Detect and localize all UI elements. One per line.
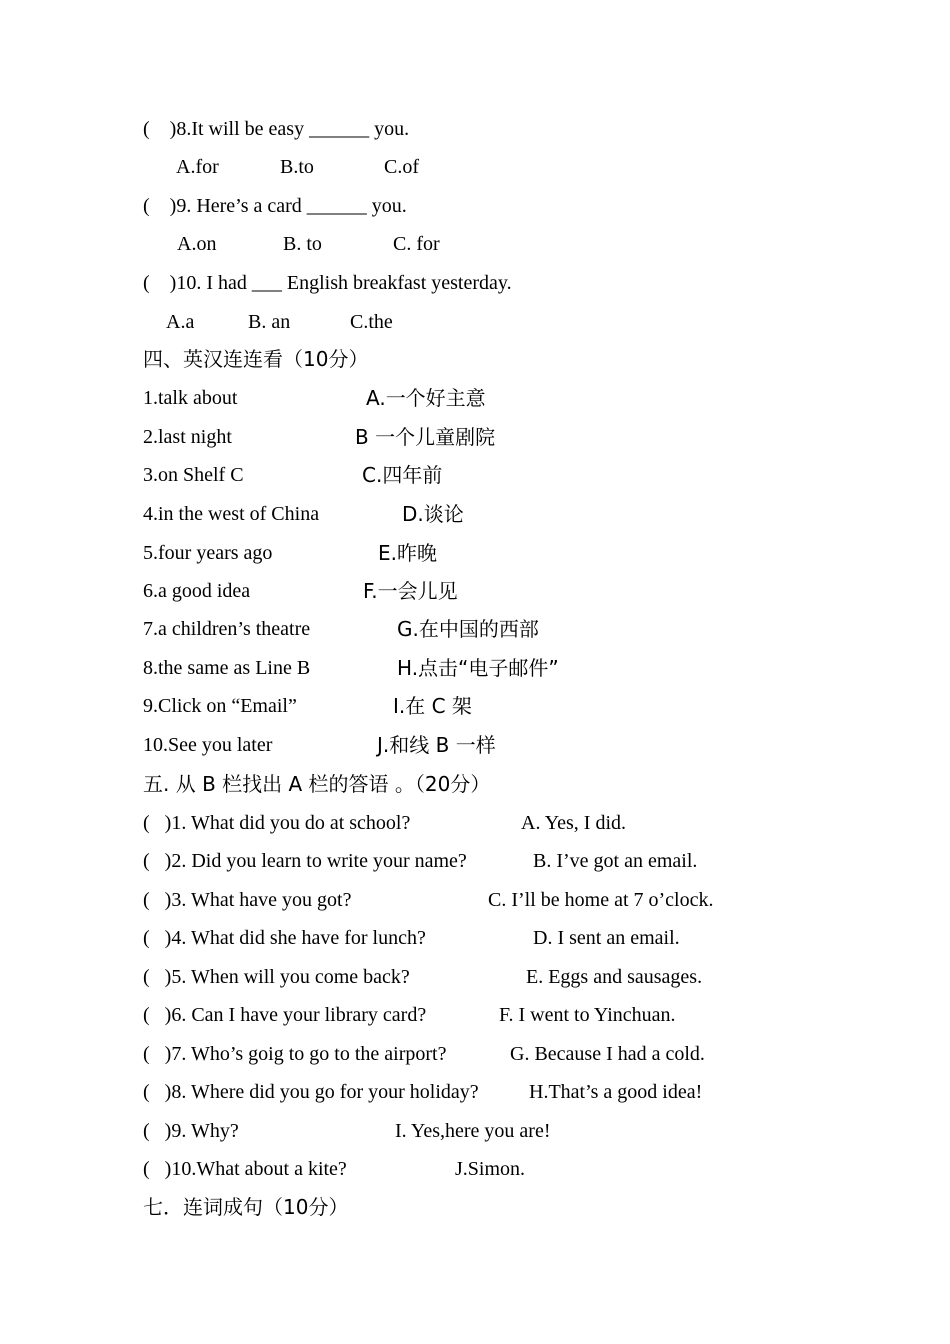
chinese-phrase: E.昨晚 bbox=[378, 541, 437, 565]
answer-option: B. to bbox=[283, 233, 322, 255]
question-text: ( )1. What did you do at school? bbox=[143, 812, 411, 834]
english-phrase: 10.See you later bbox=[143, 734, 273, 756]
answer-text: C. I’ll be home at 7 o’clock. bbox=[488, 889, 714, 911]
chinese-phrase: D.谈论 bbox=[402, 502, 464, 526]
answer-text: H.That’s a good idea! bbox=[529, 1081, 703, 1103]
english-phrase: 2.last night bbox=[143, 426, 232, 448]
english-phrase: 8.the same as Line B bbox=[143, 657, 311, 679]
answer-option: C.of bbox=[384, 156, 419, 178]
answer-text: F. I went to Yinchuan. bbox=[499, 1004, 676, 1026]
english-phrase: 6.a good idea bbox=[143, 580, 251, 602]
answer-option: A.on bbox=[177, 233, 217, 255]
english-phrase: 3.on Shelf C bbox=[143, 464, 244, 486]
chinese-phrase: G.在中国的西部 bbox=[397, 617, 539, 641]
english-phrase: 1.talk about bbox=[143, 387, 238, 409]
answer-option: A.for bbox=[176, 156, 219, 178]
answer-text: D. I sent an email. bbox=[533, 927, 680, 949]
chinese-phrase: I.在 C 架 bbox=[393, 694, 472, 718]
answer-text: G. Because I had a cold. bbox=[510, 1043, 705, 1065]
chinese-phrase: J.和线 B 一样 bbox=[377, 733, 496, 757]
question-text: ( )8. Where did you go for your holiday? bbox=[143, 1081, 479, 1103]
section-heading: 四、英汉连连看（10分） bbox=[143, 347, 369, 371]
answer-text: I. Yes,here you are! bbox=[395, 1120, 551, 1142]
english-phrase: 5.four years ago bbox=[143, 542, 273, 564]
question-text: ( )5. When will you come back? bbox=[143, 966, 410, 988]
chinese-phrase: F.一会儿见 bbox=[363, 579, 458, 603]
answer-text: A. Yes, I did. bbox=[521, 812, 627, 834]
answer-text: J.Simon. bbox=[455, 1158, 526, 1180]
question-text: ( )3. What have you got? bbox=[143, 889, 352, 911]
section-heading: 七．连词成句（10分） bbox=[143, 1195, 349, 1219]
section-heading: 五. 从 B 栏找出 A 栏的答语 。（20分） bbox=[143, 772, 491, 796]
question-text: ( )7. Who’s goig to go to the airport? bbox=[143, 1043, 447, 1065]
english-phrase: 7.a children’s theatre bbox=[143, 618, 311, 640]
question-text: ( )9. Here’s a card ______ you. bbox=[143, 195, 407, 217]
question-text: ( )9. Why? bbox=[143, 1120, 239, 1142]
answer-option: A.a bbox=[166, 311, 195, 333]
answer-option: B.to bbox=[280, 156, 314, 178]
question-text: ( )8.It will be easy ______ you. bbox=[143, 118, 410, 140]
english-phrase: 9.Click on “Email” bbox=[143, 695, 297, 717]
question-text: ( )4. What did she have for lunch? bbox=[143, 927, 426, 949]
answer-option: C.the bbox=[350, 311, 393, 333]
english-phrase: 4.in the west of China bbox=[143, 503, 320, 525]
chinese-phrase: C.四年前 bbox=[362, 463, 443, 487]
question-text: ( )10. I had ___ English breakfast yesterday. bbox=[143, 272, 512, 294]
chinese-phrase: B 一个儿童剧院 bbox=[355, 425, 496, 449]
answer-option: B. an bbox=[248, 311, 291, 333]
question-text: ( )6. Can I have your library card? bbox=[143, 1004, 427, 1026]
question-text: ( )2. Did you learn to write your name? bbox=[143, 850, 467, 872]
question-text: ( )10.What about a kite? bbox=[143, 1158, 347, 1180]
chinese-phrase: H.点击“电子邮件” bbox=[397, 656, 559, 680]
chinese-phrase: A.一个好主意 bbox=[366, 386, 486, 410]
answer-text: B. I’ve got an email. bbox=[533, 850, 698, 872]
answer-text: E. Eggs and sausages. bbox=[526, 966, 703, 988]
answer-option: C. for bbox=[393, 233, 440, 255]
